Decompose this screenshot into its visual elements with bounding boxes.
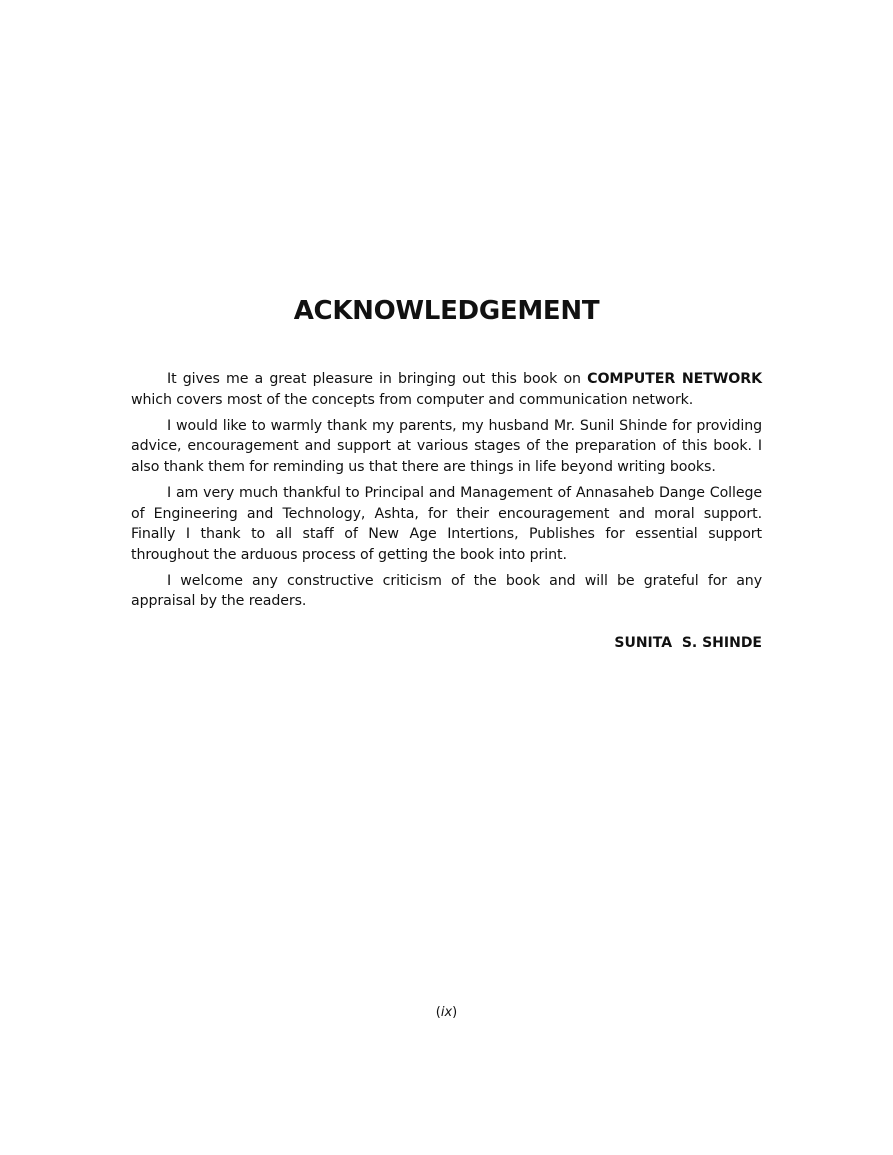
book-title-emphasis: COMPUTER NETWORK — [587, 371, 762, 387]
page-number — [0, 1005, 893, 1020]
paragraph-closing: I welcome any constructive criticism of the book and will be grateful for any appraisal by the readers. — [131, 572, 762, 610]
paragraph-family-thanks: I would like to warmly thank my parents, my husband Mr. Sunil Shinde for providing advice, encouragement and support at various stages of the preparation of this book. I also thank them for reminding us that there are things in life beyond writing books. — [131, 417, 762, 475]
paragraph-institution-thanks: I am very much thankful to Principal and Management of Annasaheb Dange College of Engineering and Technology, Ashta, for their encouragement and moral support. Finally I thank to all staff of New Age Intertions, Publishes for essential support throughout the arduous process of getting the book into print. — [131, 484, 762, 563]
acknowledgement-body — [131, 369, 762, 618]
paragraph-intro — [131, 369, 762, 410]
page-number-close: ) — [452, 1005, 458, 1020]
page-title: ACKNOWLEDGEMENT — [293, 296, 600, 326]
paragraph-intro-text: It gives me a great pleasure in bringing out this book on — [167, 371, 588, 387]
page-number-open: ( — [435, 1005, 441, 1020]
author-signature: SUNITA S. SHINDE — [614, 635, 762, 651]
page-number-value: ix — [440, 1005, 453, 1020]
paragraph-intro-text-end: which covers most of the concepts from computer and communication network. — [131, 391, 694, 408]
